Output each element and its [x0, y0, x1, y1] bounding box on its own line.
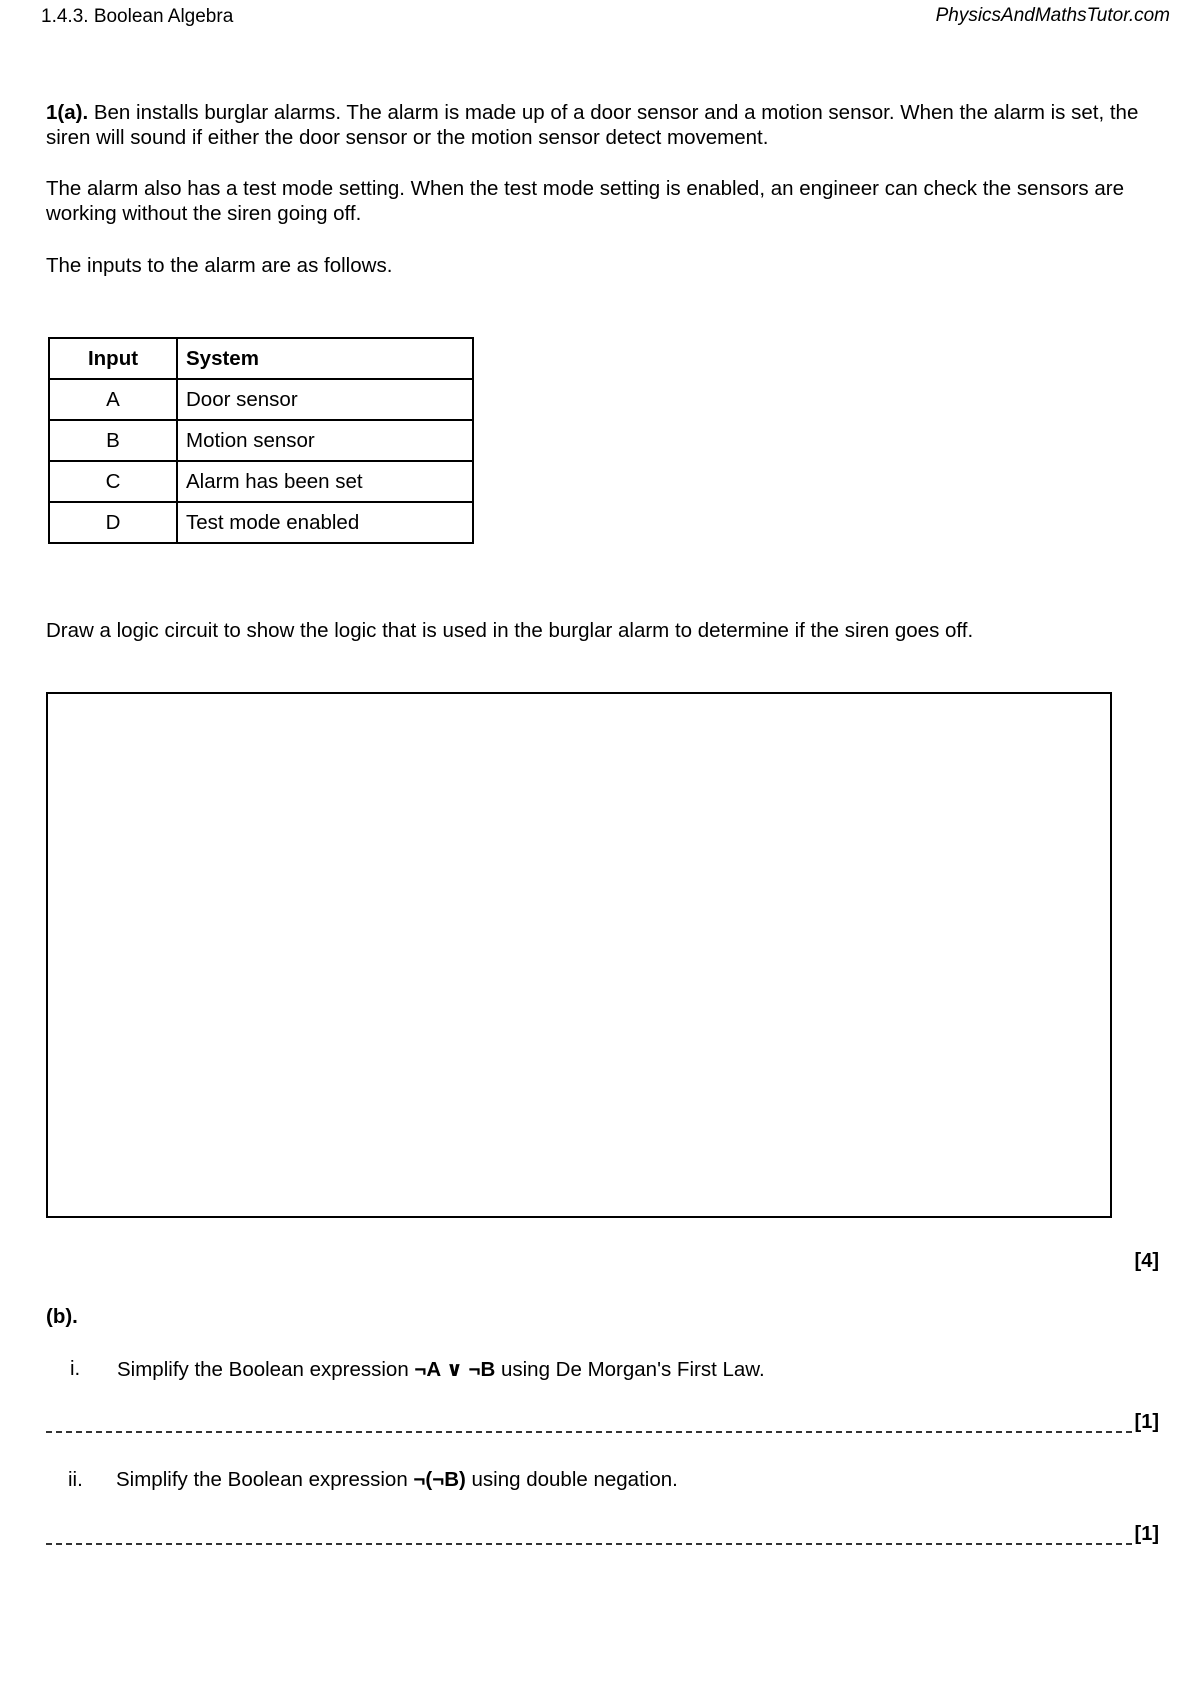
site-name: PhysicsAndMathsTutor.com	[935, 5, 1170, 26]
table-header-system: System	[177, 338, 473, 379]
part-ii-text-before: Simplify the Boolean expression	[116, 1468, 414, 1491]
table-cell-system: Motion sensor	[177, 420, 473, 461]
question-1a-label: 1(a).	[46, 101, 89, 124]
table-row	[49, 502, 473, 543]
part-i-question	[117, 1357, 765, 1382]
question-1a-instruction: Draw a logic circuit to show the logic that is used in the burglar alarm to determine if the siren goes off.	[46, 619, 974, 642]
section-title: 1.4.3. Boolean Algebra	[41, 6, 234, 27]
marks-1b-ii: [1]	[1134, 1523, 1159, 1545]
part-ii-text-after: using double negation.	[465, 1468, 678, 1491]
part-i-text-after: using De Morgan's First Law.	[495, 1358, 765, 1381]
question-1b-label: (b).	[46, 1305, 78, 1328]
part-i-expression: ¬A ∨ ¬B	[414, 1358, 496, 1381]
part-i-numeral: i.	[70, 1357, 81, 1380]
marks-1b-i: [1]	[1134, 1411, 1159, 1433]
part-ii-expression: ¬(¬B)	[413, 1468, 466, 1491]
table-cell-system: Alarm has been set	[177, 461, 473, 502]
circuit-answer-box[interactable]	[46, 692, 1112, 1218]
part-ii-question	[116, 1468, 678, 1492]
question-1a-text: Ben installs burglar alarms. The alarm is made up of a door sensor and a motion sensor. When the alarm is set, the siren will sound if either the door sensor or the motion sensor detect movement.	[46, 101, 1139, 149]
table-cell-system: Door sensor	[177, 379, 473, 420]
table-cell-input: D	[49, 502, 177, 543]
table-header-input: Input	[49, 338, 177, 379]
part-i-answer-line[interactable]	[46, 1431, 1132, 1433]
part-i-text-before: Simplify the Boolean expression	[117, 1358, 415, 1381]
part-ii-answer-line[interactable]	[46, 1543, 1132, 1545]
marks-1a: [4]	[1134, 1250, 1159, 1272]
table-cell-input: C	[49, 461, 177, 502]
table-header-row	[49, 338, 473, 379]
part-ii-numeral: ii.	[68, 1468, 83, 1491]
table-row	[49, 420, 473, 461]
question-1a-test-mode: The alarm also has a test mode setting. When the test mode setting is enabled, an engineer can check the sensors are working without the siren going off.	[46, 177, 1125, 225]
inputs-table	[48, 337, 474, 544]
table-row	[49, 379, 473, 420]
table-cell-input: A	[49, 379, 177, 420]
table-cell-system: Test mode enabled	[177, 502, 473, 543]
table-row	[49, 461, 473, 502]
table-cell-input: B	[49, 420, 177, 461]
question-1a-inputs-intro: The inputs to the alarm are as follows.	[46, 254, 393, 277]
question-1a-intro	[46, 100, 1166, 150]
